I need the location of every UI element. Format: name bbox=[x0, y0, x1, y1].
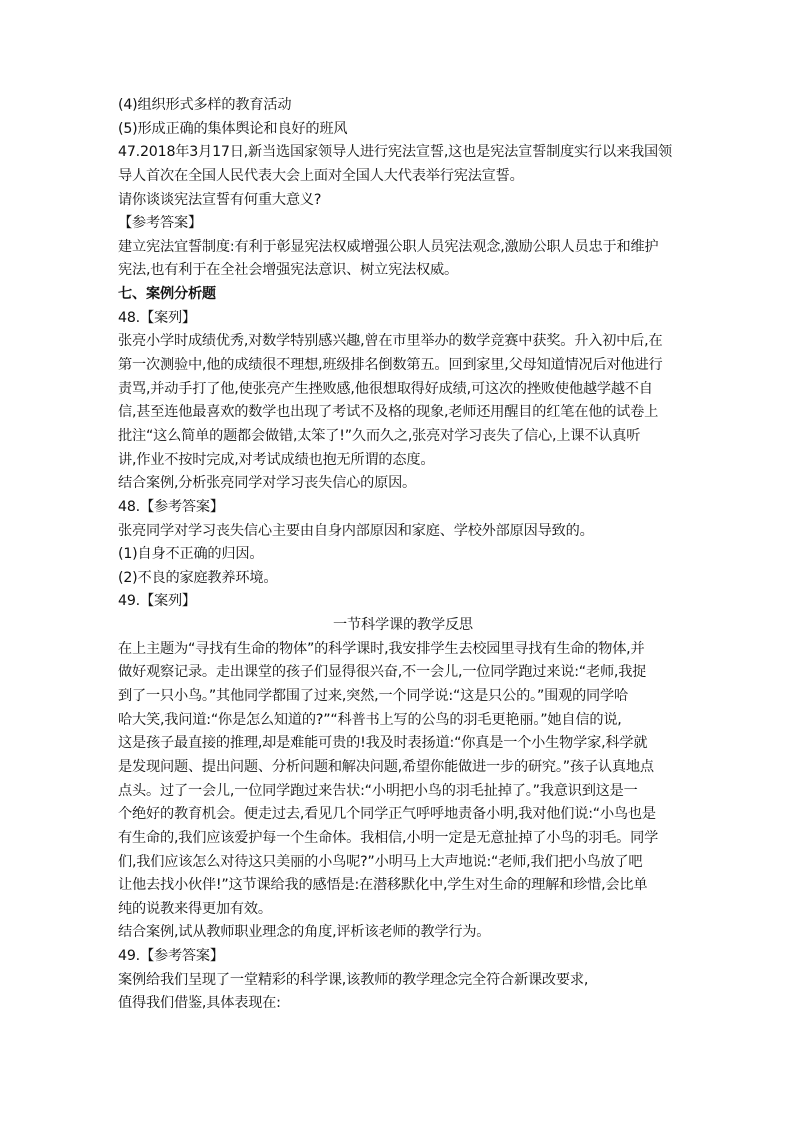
list-item bbox=[118, 94, 688, 118]
text-line: 48.【参考答案】 bbox=[118, 498, 224, 515]
list-item bbox=[118, 118, 688, 142]
case-heading bbox=[118, 590, 688, 614]
text-line: 张亮同学对学习丧失信心主要由自身内部原因和家庭、学校外部原因导致的。 bbox=[118, 522, 594, 539]
case-heading bbox=[118, 307, 688, 331]
text-line: 纯的说教来得更加有效。 bbox=[118, 900, 272, 917]
text-line: 第一次测验中,他的成绩很不理想,班级排名倒数第五。回到家里,父母知道情况后对他进行 bbox=[118, 357, 663, 374]
case-text bbox=[118, 638, 688, 922]
text-line: 张亮小学时成绩优秀,对数学特别感兴趣,曾在市里举办的数学竞赛中获奖。升入初中后,在 bbox=[118, 333, 663, 350]
text-line: 宪法,也有利于在全社会增强宪法意识、树立宪法权威。 bbox=[118, 262, 459, 279]
text-line: 一节科学课的教学反思 bbox=[333, 617, 473, 634]
text-line: 是发现问题、提出问题、分析问题和解决问题,希望你能做进一步的研究。”孩子认真地点 bbox=[118, 758, 654, 775]
text-line: 七、案例分析题 bbox=[118, 286, 216, 303]
answer-text bbox=[118, 236, 688, 283]
text-line: (4)组织形式多样的教育活动 bbox=[118, 97, 292, 113]
text-line: 责骂,并动手打了他,使张亮产生挫败感,他很想取得好成绩,可这次的挫败使他越学越不自 bbox=[118, 380, 653, 397]
text-line: 信,甚至连他最喜欢的数学也出现了考试不及格的现象,老师还用醒目的红笔在他的试卷上 bbox=[118, 404, 659, 421]
list-item bbox=[118, 543, 688, 567]
text-line: 个绝好的教育机会。便走过去,看见几个同学正气呼呼地责备小明,我对他们说:“小鸟也是 bbox=[118, 806, 656, 823]
text-line: 建立宪法宜誓制度:有利于彰显宪法权威增强公职人员宪法观念,激励公职人员忠于和维护 bbox=[118, 238, 659, 255]
text-line: (1)自身不正确的归因。 bbox=[118, 546, 264, 563]
text-line: 做好观察记录。走出课堂的孩子们显得很兴奋,不一会儿,一位同学跑过来说:“老师,我捉 bbox=[118, 664, 647, 681]
question-47 bbox=[118, 141, 688, 188]
text-line: 讲,作业不按时完成,对考试成绩也抱无所谓的态度。 bbox=[118, 451, 435, 468]
text-line: 结合案例,试从教师职业理念的角度,评析该老师的教学行为。 bbox=[118, 924, 491, 941]
text-line: 47.2018年3月17日,新当选国家领导人进行宪法宣誓,这也是宪法宣誓制度实行以来我国领 bbox=[118, 144, 672, 161]
text-line: 结合案例,分析张亮同学对学习丧失信心的原因。 bbox=[118, 475, 417, 492]
text-line: 49.【参考答案】 bbox=[118, 948, 224, 965]
text-line: 让他去找小伙伴!”这节课给我的感悟是:在潜移默化中,学生对生命的理解和珍惜,会比单 bbox=[118, 877, 648, 894]
section-heading bbox=[118, 283, 688, 307]
case-title bbox=[118, 614, 688, 638]
text-line: 在上主题为“寻找有生命的物体”的科学课时,我安排学生去校园里寻找有生命的物体,并 bbox=[118, 640, 645, 657]
text-line: 48.【案列】 bbox=[118, 309, 196, 326]
text-line: 到了一只小鸟。”其他同学都围了过来,突然,一个同学说:“这是只公的。”围观的同学哈 bbox=[118, 688, 629, 705]
text-line: 49.【案列】 bbox=[118, 593, 196, 610]
answer-heading bbox=[118, 945, 688, 969]
text-line: (5)形成正确的集体舆论和良好的班风 bbox=[118, 120, 348, 137]
text-line: 案例给我们呈现了一堂精彩的科学课,该教师的教学理念完全符合新课改要求, bbox=[118, 971, 589, 988]
text-line: 批注“这么简单的题都会做错,太笨了!”久而久之,张亮对学习丧失了信心,上课不认真听 bbox=[118, 427, 641, 444]
text-line: 点头。过了一会儿,一位同学跑过来告状:“小明把小鸟的羽毛扯掉了。”我意识到这是一 bbox=[118, 782, 638, 799]
text-line: 请你谈谈宪法宣誓有何重大意义? bbox=[118, 191, 322, 208]
text-line: 这是孩子最直接的推理,却是难能可贵的!我及时表扬道:“你真是一个小生物学家,科学就 bbox=[118, 735, 648, 752]
question-prompt bbox=[118, 189, 688, 213]
text-line: (2)不良的家庭教养环境。 bbox=[118, 569, 278, 586]
answer-text bbox=[118, 969, 688, 1016]
question-prompt bbox=[118, 921, 688, 945]
case-text bbox=[118, 330, 688, 472]
text-line: 导人首次在全国人民代表大会上面对全国人大代表举行宪法宣誓。 bbox=[118, 167, 524, 184]
text-line: 值得我们借鉴,具体表现在: bbox=[118, 995, 281, 1012]
answer-text bbox=[118, 520, 688, 544]
text-line: 哈大笑,我问道:“你是怎么知道的?”“科普书上写的公鸟的羽毛更艳丽。”她自信的说, bbox=[118, 711, 622, 728]
answer-heading bbox=[118, 212, 688, 236]
document-body bbox=[118, 94, 688, 1016]
answer-heading bbox=[118, 496, 688, 520]
question-prompt bbox=[118, 472, 688, 496]
text-line: 【参考答案】 bbox=[118, 215, 202, 232]
text-line: 们,我们应该怎么对待这只美丽的小鸟呢?”小明马上大声地说:“老师,我们把小鸟放了吧 bbox=[118, 853, 643, 870]
list-item bbox=[118, 567, 688, 591]
text-line: 有生命的,我们应该爱护每一个生命体。我相信,小明一定是无意扯掉了小鸟的羽毛。同学 bbox=[118, 829, 659, 846]
